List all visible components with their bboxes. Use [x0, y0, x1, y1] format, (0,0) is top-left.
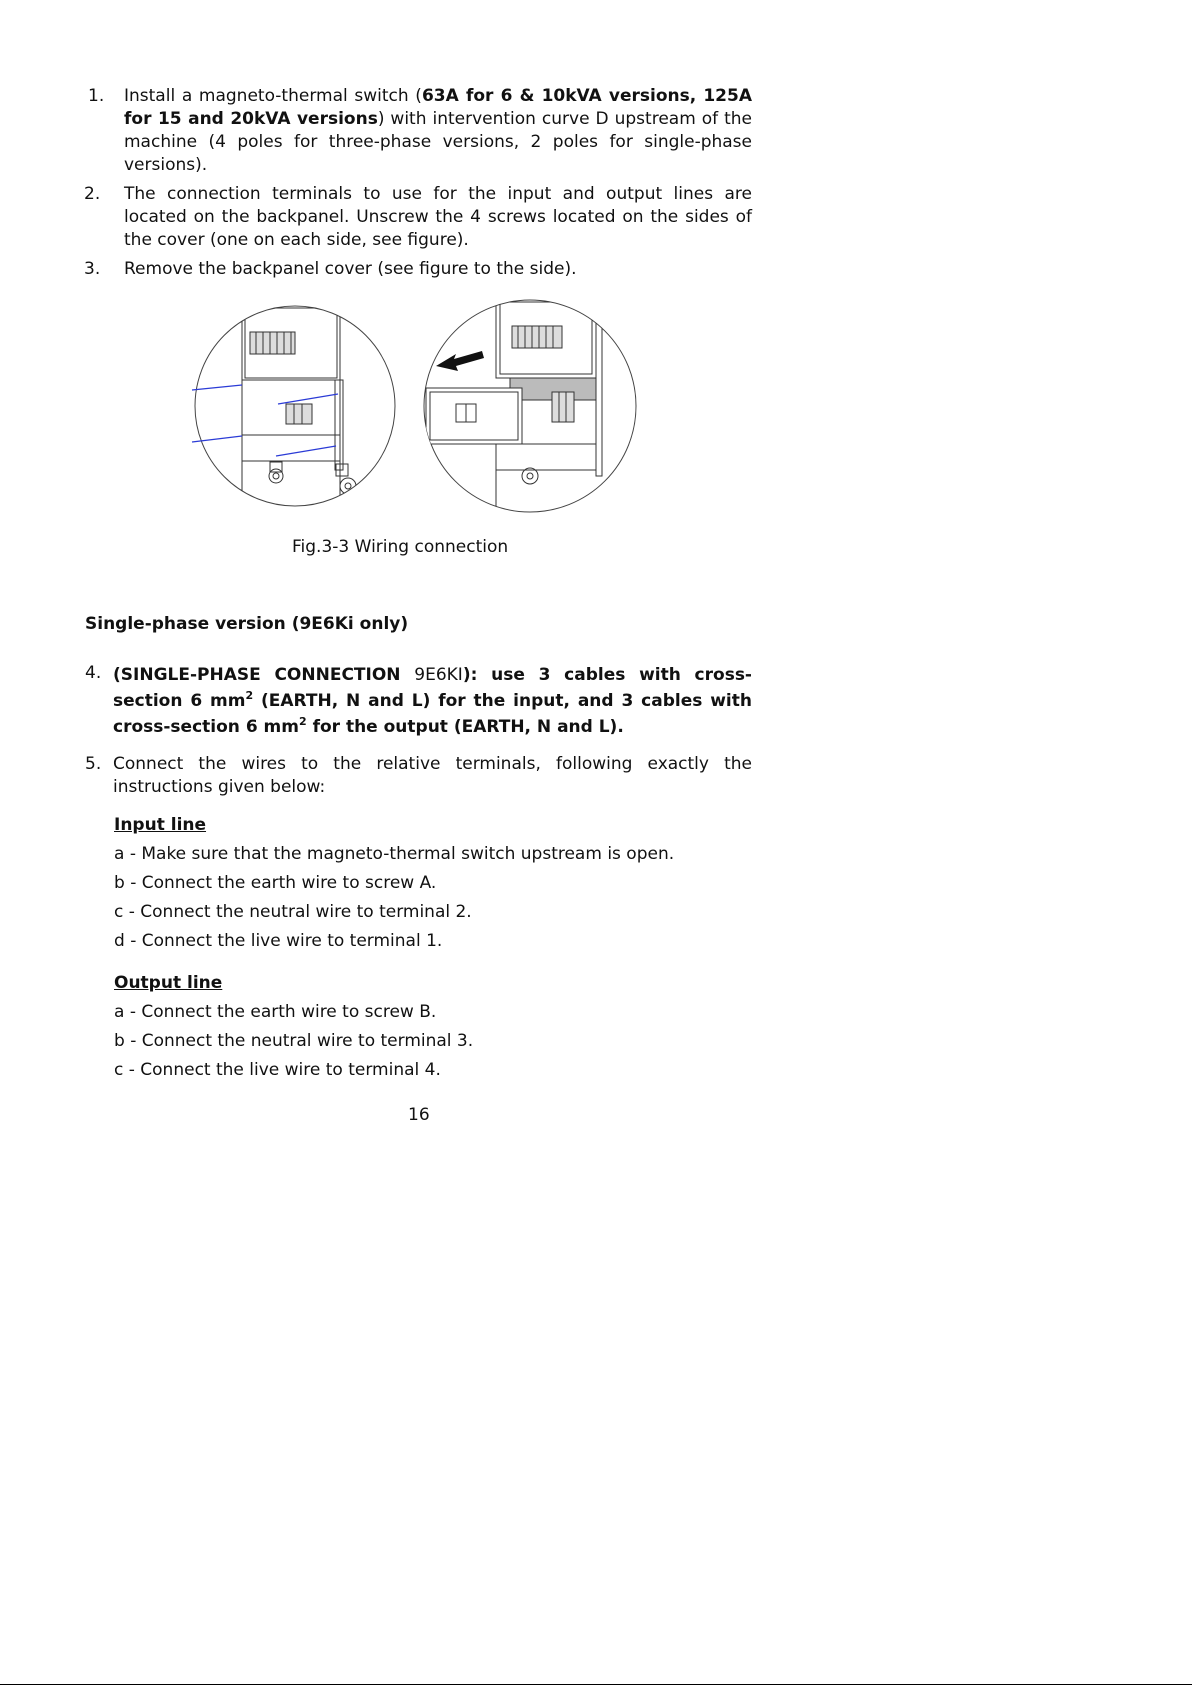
step-5: [85, 753, 752, 799]
page-number: 16: [408, 1105, 430, 1125]
section-title: Single-phase version (9E6Ki only): [85, 614, 409, 634]
step-text: The connection terminals to use for the input and output lines are located on the backpanel. Unscrew the 4 screws located on the sides of the cover (one on each side, see figure).: [124, 184, 752, 250]
wiring-figure: [190, 296, 640, 516]
output-line-item: a - Connect the earth wire to screw B.: [114, 1002, 437, 1022]
step-3: [84, 258, 752, 281]
cabinet-screws-illustration: [192, 304, 395, 506]
output-line-item: c - Connect the live wire to terminal 4.: [114, 1060, 441, 1080]
step-number: 5.: [85, 754, 102, 774]
step-number: 1.: [88, 86, 105, 106]
input-line-item: a - Make sure that the magneto-thermal switch upstream is open.: [114, 844, 675, 864]
cover-removal-illustration: [424, 298, 636, 512]
step-text: Remove the backpanel cover (see figure to the side).: [124, 259, 577, 279]
step-2: [84, 183, 752, 252]
model-code: 9E6KI: [414, 665, 463, 685]
step-number: 4.: [85, 663, 102, 683]
step-number: 2.: [84, 184, 101, 204]
input-line-item: c - Connect the neutral wire to terminal 2.: [114, 902, 472, 922]
input-line-heading: Input line: [114, 815, 207, 835]
input-line-item: d - Connect the live wire to terminal 1.: [114, 931, 443, 951]
step-text: Install a magneto-thermal switch (63A for 6 & 10kVA versions, 125A for 15 and 20kVA versions) with intervention curve D upstream of the machine (4 poles for three-phase versions, 2 poles for single-phase versions).: [124, 86, 752, 175]
input-line-item: b - Connect the earth wire to screw A.: [114, 873, 437, 893]
step-text: (SINGLE-PHASE CONNECTION 9E6KI): use 3 cables with cross-section 6 $mm^2$ (EARTH, N and L) for the input, and 3 cables with cross-section 6 $mm^2$ for the output (EARTH, N and L).: [113, 665, 752, 737]
figure-caption: Fig.3-3 Wiring connection: [292, 537, 509, 557]
output-line-item: b - Connect the neutral wire to terminal 3.: [114, 1031, 474, 1051]
step-1: [84, 85, 752, 177]
step-number: 3.: [84, 259, 101, 279]
breaker-rating: 63A for 6 & 10kVA versions, 125A for 15 and 20kVA versions: [124, 86, 752, 129]
output-line-heading: Output line: [114, 973, 223, 993]
step-text: Connect the wires to the relative terminals, following exactly the instructions given below:: [113, 754, 752, 797]
step-4: [85, 662, 752, 740]
